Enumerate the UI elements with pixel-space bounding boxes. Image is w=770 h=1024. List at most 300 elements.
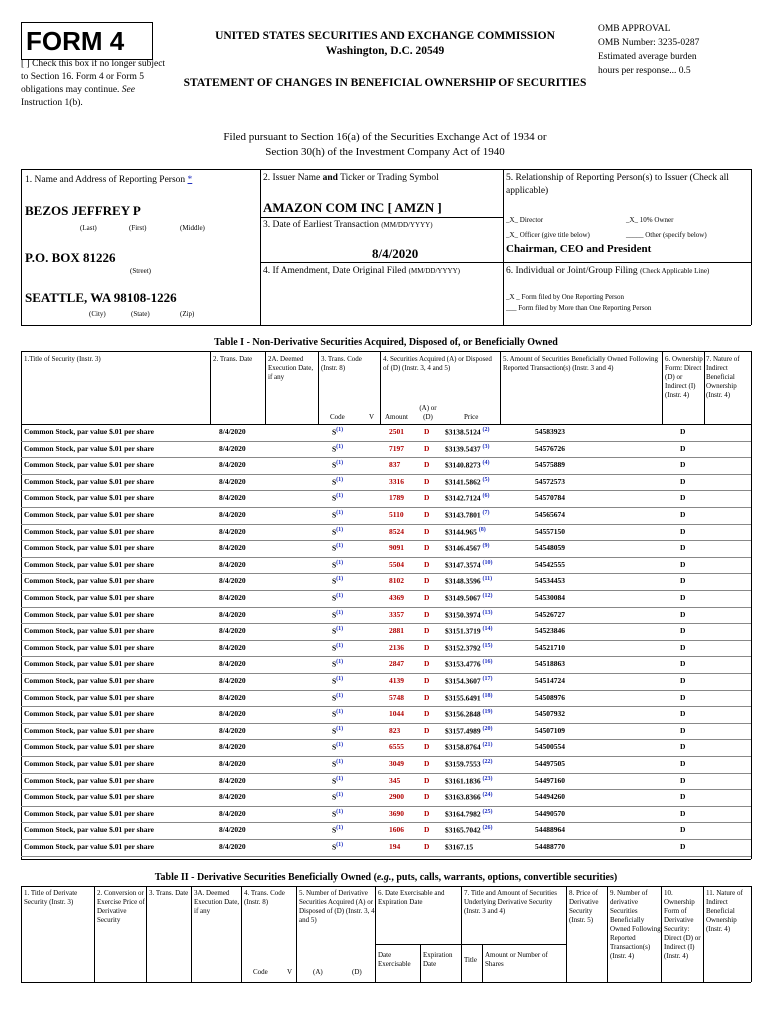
shares-owned: 54534453 [535, 576, 565, 586]
ownership-form: D [680, 626, 686, 636]
price-footnote-link[interactable]: (8) [478, 526, 486, 533]
shares-owned: 54514724 [535, 676, 565, 685]
city-label: (City) [89, 310, 106, 318]
security-title: Common Stock, par value $.01 per share [24, 842, 155, 851]
earliest-transaction-date: 8/4/2020 [372, 246, 419, 261]
price-footnote-link[interactable]: (20) [482, 725, 493, 732]
filed-pursuant: Filed pursuant to Section 16(a) of the Securities Exchange Act of 1934 or Section 30(h) of the Investment Company Act of 1940 [223, 131, 547, 158]
transaction-code: S$^{(1)}$ [332, 427, 344, 437]
more-reporting-person-check[interactable]: ___ Form filed by More than One Reporting Person [506, 304, 652, 312]
code-footnote-link[interactable]: (1) [336, 443, 344, 450]
box5-label: 5. Relationship of Reporting Person(s) to Issuer (Check all applicable) [506, 173, 729, 196]
table-row [21, 524, 751, 541]
share-amount: 4369 [389, 593, 404, 602]
security-title: Common Stock, par value $.01 per share [24, 742, 155, 752]
ownership-form: D [680, 460, 686, 470]
t2-sub-a: (A) [313, 968, 323, 976]
security-title: Common Stock, par value $.01 per share [24, 642, 155, 652]
code-footnote-link[interactable]: (1) [336, 526, 344, 533]
price-footnote-link[interactable]: (26) [482, 825, 493, 832]
shares-owned: 54583923 [535, 427, 565, 436]
share-price: $3139.5437 $^{(3)}$ [445, 443, 490, 454]
ownership-form: D [680, 659, 686, 669]
t2-h11: 11. Nature of Indirect Beneficial Ownership (Instr. 4) [706, 889, 743, 933]
shares-owned: 54542555 [535, 559, 565, 569]
security-title: Common Stock, par value $.01 per share [24, 559, 155, 569]
share-amount: 837 [389, 460, 401, 470]
share-amount: 9091 [389, 543, 404, 553]
share-price: $3157.4989 $^{(20)}$ [445, 725, 493, 736]
code-footnote-link[interactable]: (1) [336, 609, 344, 616]
security-title: Common Stock, par value $.01 per share [24, 792, 155, 802]
share-amount: 1606 [389, 825, 404, 835]
price-footnote-link[interactable]: (13) [482, 609, 493, 616]
acquired-disposed: D [424, 825, 430, 835]
share-price: $3148.3596 $^{(11)}$ [445, 576, 493, 586]
t1-h6: 6. Ownership Form: Direct (D) or Indirect (I) (Instr. 4) [665, 355, 703, 399]
transaction-date: 8/4/2020 [219, 842, 246, 851]
transaction-date: 8/4/2020 [219, 510, 246, 519]
street-address: P.O. BOX 81226 [25, 250, 116, 265]
security-title: Common Stock, par value $.01 per share [24, 460, 155, 470]
transaction-code: S$^{(1)}$ [332, 742, 344, 752]
t2-sub-exp: Expiration Date [423, 951, 453, 968]
security-title: Common Stock, par value $.01 per share [24, 427, 155, 436]
share-amount: 194 [389, 842, 401, 851]
acquired-disposed: D [424, 842, 430, 851]
t2-h1: 1. Title of Derivate Security (Instr. 3) [24, 889, 78, 906]
security-title: Common Stock, par value $.01 per share [24, 593, 155, 602]
code-footnote-link[interactable]: (1) [336, 759, 344, 765]
acquired-disposed: D [424, 609, 430, 619]
code-footnote-link[interactable]: (1) [336, 825, 344, 832]
table-row [21, 690, 751, 707]
table-row [21, 839, 751, 856]
table-row [21, 490, 751, 507]
price-footnote-link[interactable]: (25) [482, 808, 493, 815]
other-check[interactable]: _____ Other (specify below) [626, 231, 707, 239]
ownership-form: D [680, 476, 686, 486]
t2-h9: 9. Number of derivative Securities Beneficially Owned Following Reported Transaction(s) (Instr. 4) [610, 889, 661, 960]
ownership-form: D [680, 792, 686, 802]
security-title: Common Stock, par value $.01 per share [24, 659, 155, 669]
ownership-form: D [680, 808, 686, 818]
t2-sub-amount: Amount or Number of Shares [485, 951, 548, 968]
acquired-disposed: D [424, 443, 430, 453]
share-amount: 2847 [389, 659, 404, 669]
share-price: $3156.2848 $^{(19)}$ [445, 709, 493, 719]
ownership-form: D [680, 676, 686, 685]
transaction-code: S$^{(1)}$ [332, 476, 344, 487]
security-title: Common Stock, par value $.01 per share [24, 825, 155, 835]
shares-owned: 54576726 [535, 443, 565, 453]
omb-burden: Estimated average burden [598, 52, 697, 62]
share-amount: 8102 [389, 576, 404, 586]
ownership-form: D [680, 725, 686, 735]
transaction-date: 8/4/2020 [219, 559, 246, 569]
table-row [21, 723, 751, 740]
ownership-form: D [680, 825, 686, 835]
share-amount: 8524 [389, 526, 404, 536]
table-row [21, 474, 751, 491]
omb-hours: hours per response... 0.5 [598, 66, 691, 76]
ownership-form: D [680, 543, 686, 553]
share-price: $3164.7982 $^{(25)}$ [445, 808, 493, 819]
box3-label: 3. Date of Earliest Transaction (MM/DD/YYYY) [263, 220, 433, 230]
shares-owned: 54570784 [535, 493, 565, 503]
t2-h4: 4. Trans. Code (Instr. 8) [244, 889, 285, 906]
share-amount: 6555 [389, 742, 404, 752]
table-row [21, 457, 751, 474]
transaction-code: S$^{(1)}$ [332, 709, 344, 719]
transaction-date: 8/4/2020 [219, 427, 246, 436]
security-title: Common Stock, par value $.01 per share [24, 626, 155, 636]
code-footnote-link[interactable]: (1) [336, 808, 344, 815]
sec-title: UNITED STATES SECURITIES AND EXCHANGE COMMISSION [215, 30, 555, 42]
code-footnote-link[interactable]: (1) [336, 460, 344, 467]
row-divider [21, 856, 751, 857]
acquired-disposed: D [424, 709, 430, 719]
shares-owned: 54497505 [535, 759, 565, 768]
ownership-form: D [680, 559, 686, 569]
ownership-form: D [680, 510, 686, 519]
ownership-form: D [680, 593, 686, 602]
share-price: $3163.8366 $^{(24)}$ [445, 792, 493, 802]
transaction-date: 8/4/2020 [219, 759, 246, 768]
last-label: (Last) [80, 224, 97, 232]
price-footnote-link[interactable]: (19) [482, 709, 493, 716]
t2-sub-d: (D) [352, 968, 362, 976]
transaction-code: S$^{(1)}$ [332, 842, 344, 852]
price-footnote-link[interactable]: (24) [482, 792, 493, 799]
transaction-code: S$^{(1)}$ [332, 593, 344, 603]
price-footnote-link[interactable]: (21) [482, 742, 493, 749]
code-footnote-link[interactable]: (1) [336, 576, 344, 583]
security-title: Common Stock, par value $.01 per share [24, 493, 155, 503]
shares-owned: 54548059 [535, 543, 565, 553]
acquired-disposed: D [424, 526, 430, 536]
transaction-code: S$^{(1)}$ [332, 559, 344, 570]
transaction-date: 8/4/2020 [219, 725, 246, 735]
acquired-disposed: D [424, 593, 430, 602]
transaction-code: S$^{(1)}$ [332, 775, 344, 786]
shares-owned: 54521710 [535, 642, 565, 652]
ownership-form: D [680, 692, 686, 702]
transaction-date: 8/4/2020 [219, 825, 246, 835]
code-footnote-link[interactable]: (1) [336, 493, 344, 500]
share-price: $3147.3574 $^{(10)}$ [445, 559, 493, 570]
transaction-code: S$^{(1)}$ [332, 759, 344, 769]
price-footnote-link[interactable]: (10) [482, 559, 493, 566]
omb-approval-box [598, 22, 758, 78]
acquired-disposed: D [424, 493, 430, 503]
omb-number: OMB Number: 3235-0287 [598, 38, 700, 48]
ownership-form: D [680, 842, 686, 851]
share-price: $3143.7801 $^{(7)}$ [445, 510, 490, 520]
table-row [21, 739, 751, 756]
share-amount: 5504 [389, 559, 404, 569]
price-footnote-link[interactable]: (6) [482, 493, 490, 500]
t1-h5: 5. Amount of Securities Beneficially Owned Following Reported Transaction(s) (Instr. 3 and 4) [503, 355, 658, 372]
transaction-date: 8/4/2020 [219, 626, 246, 636]
table-row [21, 623, 751, 640]
price-footnote-link[interactable]: (18) [482, 692, 493, 699]
share-price: $3140.8273 $^{(4)}$ [445, 460, 490, 470]
security-title: Common Stock, par value $.01 per share [24, 676, 155, 685]
table1-title: Table I - Non-Derivative Securities Acquired, Disposed of, or Beneficially Owned [214, 337, 558, 348]
shares-owned: 54575889 [535, 460, 565, 470]
price-footnote-link[interactable]: (23) [482, 775, 493, 782]
t2-sub-date-ex: Date Exercisable [378, 951, 411, 968]
officer-check[interactable]: _X_ Officer (give title below) [506, 231, 590, 239]
one-reporting-person-check[interactable]: _X _ Form filed by One Reporting Person [506, 293, 625, 301]
table-row [21, 706, 751, 723]
transaction-code: S$^{(1)}$ [332, 825, 344, 835]
code-footnote-link[interactable]: (1) [336, 775, 344, 782]
ten-percent-owner-check[interactable]: _X_ 10% Owner [626, 216, 674, 224]
price-footnote-link[interactable]: (16) [482, 659, 493, 666]
transaction-code: S$^{(1)}$ [332, 460, 344, 470]
ownership-form: D [680, 443, 686, 453]
t2-h2: 2. Conversion or Exercise Price of Derivative Security [97, 889, 145, 924]
transaction-code: S$^{(1)}$ [332, 576, 344, 586]
acquired-disposed: D [424, 692, 430, 702]
table-row [21, 806, 751, 823]
security-title: Common Stock, par value $.01 per share [24, 692, 155, 702]
transaction-date: 8/4/2020 [219, 692, 246, 702]
table-row [21, 789, 751, 806]
transaction-code: S$^{(1)}$ [332, 526, 344, 537]
ownership-form: D [680, 427, 686, 436]
table-row [21, 590, 751, 607]
shares-owned: 54507109 [535, 725, 565, 735]
shares-owned: 54557150 [535, 526, 565, 536]
code-footnote-link[interactable]: (1) [336, 659, 344, 666]
security-title: Common Stock, par value $.01 per share [24, 510, 155, 519]
ownership-form: D [680, 742, 686, 752]
t2-sub-title: Title [464, 956, 477, 964]
state-label: (State) [131, 310, 150, 318]
price-footnote-link[interactable]: (5) [482, 476, 490, 483]
acquired-disposed: D [424, 775, 430, 785]
table-row [21, 756, 751, 773]
middle-label: (Middle) [180, 224, 205, 232]
transaction-date: 8/4/2020 [219, 593, 246, 602]
transaction-date: 8/4/2020 [219, 676, 246, 685]
table-row [21, 773, 751, 790]
acquired-disposed: D [424, 792, 430, 802]
acquired-disposed: D [424, 808, 430, 818]
price-footnote-link[interactable]: (2) [482, 427, 490, 433]
transaction-date: 8/4/2020 [219, 742, 246, 752]
acquired-disposed: D [424, 476, 430, 486]
t2-sub-v: V [287, 968, 293, 976]
t2-sub-code: Code [253, 968, 268, 976]
footnote-star[interactable]: * [187, 175, 193, 185]
security-title: Common Stock, par value $.01 per share [24, 543, 155, 553]
code-footnote-link[interactable]: (1) [336, 709, 344, 716]
code-footnote-link[interactable]: (1) [336, 626, 344, 633]
share-amount: 2881 [389, 626, 404, 636]
t2-h10: 10. Ownership Form of Derivative Security: Direct (D) or Indirect (I) (Instr. 4) [664, 889, 701, 960]
officer-title: Chairman, CEO and President [506, 243, 652, 255]
price-footnote-link[interactable]: (9) [482, 543, 490, 550]
t2-h6: 6. Date Exercisable and Expiration Date [378, 889, 445, 906]
security-title: Common Stock, par value $.01 per share [24, 725, 155, 735]
shares-owned: 54526727 [535, 609, 565, 619]
price-footnote-link[interactable]: (12) [482, 593, 493, 599]
price-footnote-link[interactable]: (7) [482, 510, 490, 516]
code-footnote-link[interactable]: (1) [336, 742, 344, 749]
shares-owned: 54565674 [535, 510, 565, 519]
no-longer-subject-checkbox[interactable]: [ ] Check this box if no longer subject to Section 16. Form 4 or Form 5 obligations may continue. See Instruction 1(b). [21, 59, 166, 108]
acquired-disposed: D [424, 642, 430, 652]
transaction-date: 8/4/2020 [219, 443, 246, 453]
transaction-code: S$^{(1)}$ [332, 725, 344, 736]
acquired-disposed: D [424, 759, 430, 768]
share-amount: 1044 [389, 709, 404, 719]
acquired-disposed: D [424, 427, 430, 436]
t1-sub-price: Price [464, 413, 479, 421]
transaction-date: 8/4/2020 [219, 775, 246, 785]
acquired-disposed: D [424, 460, 430, 470]
code-footnote-link[interactable]: (1) [336, 792, 344, 799]
t1-h2: 2. Trans. Date [213, 355, 253, 363]
price-footnote-link[interactable]: (15) [482, 642, 493, 649]
code-footnote-link[interactable]: (1) [336, 543, 344, 550]
price-footnote-link[interactable]: (17) [482, 676, 493, 682]
transaction-date: 8/4/2020 [219, 792, 246, 802]
t1-sub-amount: Amount [385, 413, 408, 421]
code-footnote-link[interactable]: (1) [336, 510, 344, 516]
security-title: Common Stock, par value $.01 per share [24, 476, 155, 486]
shares-owned: 54530084 [535, 593, 565, 602]
transaction-date: 8/4/2020 [219, 526, 246, 536]
shares-owned: 54507932 [535, 709, 565, 719]
share-price: $3151.3719 $^{(14)}$ [445, 626, 493, 636]
code-footnote-link[interactable]: (1) [336, 842, 344, 848]
t1-h7: 7. Nature of Indirect Beneficial Ownership (Instr. 4) [706, 355, 740, 399]
price-footnote-link[interactable]: (3) [482, 443, 490, 450]
share-price: $3149.5067 $^{(12)}$ [445, 593, 493, 603]
ownership-form: D [680, 709, 686, 719]
shares-owned: 54518863 [535, 659, 565, 669]
security-title: Common Stock, par value $.01 per share [24, 609, 155, 619]
issuer-name: AMAZON COM INC [ AMZN ] [263, 200, 442, 215]
price-footnote-link[interactable]: (4) [482, 460, 490, 467]
code-footnote-link[interactable]: (1) [336, 476, 344, 483]
price-footnote-link[interactable]: (22) [482, 759, 493, 765]
share-amount: 3357 [389, 609, 404, 619]
t1-h2a: 2A. Deemed Execution Date, if any [268, 355, 314, 381]
security-title: Common Stock, par value $.01 per share [24, 759, 155, 768]
share-price: $3144.965 $^{(8)}$ [445, 526, 486, 537]
code-footnote-link[interactable]: (1) [336, 593, 344, 599]
transaction-code: S$^{(1)}$ [332, 659, 344, 669]
security-title: Common Stock, par value $.01 per share [24, 808, 155, 818]
price-footnote-link[interactable]: (14) [482, 626, 493, 633]
table-row [21, 441, 751, 458]
ownership-form: D [680, 759, 686, 768]
security-title: Common Stock, par value $.01 per share [24, 709, 155, 719]
shares-owned: 54494260 [535, 792, 565, 802]
shares-owned: 54488770 [535, 842, 565, 851]
transaction-date: 8/4/2020 [219, 493, 246, 503]
transaction-date: 8/4/2020 [219, 709, 246, 719]
transaction-date: 8/4/2020 [219, 808, 246, 818]
reporting-person-name: BEZOS JEFFREY P [25, 203, 141, 218]
t2-h3a: 3A. Deemed Execution Date, if any [194, 889, 240, 915]
table-row [21, 822, 751, 839]
share-amount: 2136 [389, 642, 404, 652]
transaction-date: 8/4/2020 [219, 543, 246, 553]
t1-h1: 1.Title of Security (Instr. 3) [24, 355, 101, 363]
ownership-form: D [680, 609, 686, 619]
table-row [21, 540, 751, 557]
shares-owned: 54497160 [535, 775, 565, 785]
zip-label: (Zip) [180, 310, 195, 318]
security-title: Common Stock, par value $.01 per share [24, 443, 155, 453]
share-amount: 1789 [389, 493, 404, 503]
form-title: FORM 4 [26, 26, 125, 56]
share-price: $3167.15 [445, 842, 474, 852]
share-amount: 5110 [389, 510, 404, 519]
shares-owned: 54523846 [535, 626, 565, 636]
code-footnote-link[interactable]: (1) [336, 725, 344, 732]
security-title: Common Stock, par value $.01 per share [24, 576, 155, 586]
box2-label: 2. Issuer Name and Ticker or Trading Symbol [263, 173, 439, 183]
t1-h4: 4. Securities Acquired (A) or Disposed of (D) (Instr. 3, 4 and 5) [383, 355, 492, 372]
table-row [21, 557, 751, 574]
transaction-code: S$^{(1)}$ [332, 493, 344, 503]
table-row [21, 656, 751, 673]
acquired-disposed: D [424, 543, 430, 553]
omb-approval: OMB APPROVAL [598, 24, 671, 34]
table-row [21, 640, 751, 657]
code-footnote-link[interactable]: (1) [336, 642, 344, 649]
transaction-code: S$^{(1)}$ [332, 609, 344, 620]
transaction-date: 8/4/2020 [219, 476, 246, 486]
acquired-disposed: D [424, 659, 430, 669]
share-amount: 7197 [389, 443, 404, 453]
share-amount: 345 [389, 775, 401, 785]
code-footnote-link[interactable]: (1) [336, 427, 344, 433]
share-amount: 2501 [389, 427, 404, 436]
shares-owned: 54508976 [535, 692, 565, 702]
table-row [21, 573, 751, 590]
t2-h7: 7. Title and Amount of Securities Underlying Derivative Security (Instr. 3 and 4) [464, 889, 557, 915]
transaction-date: 8/4/2020 [219, 460, 246, 470]
director-check[interactable]: _X_ Director [506, 216, 544, 224]
price-footnote-link[interactable]: (11) [482, 576, 493, 583]
t1-sub-ad: (A) or (D) [419, 404, 437, 421]
t1-sub-code: Code [330, 413, 345, 421]
ownership-form: D [680, 493, 686, 503]
code-footnote-link[interactable]: (1) [336, 676, 344, 682]
ownership-form: D [680, 576, 686, 586]
share-amount: 823 [389, 725, 401, 735]
ownership-form: D [680, 642, 686, 652]
city-address: SEATTLE, WA 98108-1226 [25, 290, 177, 305]
transaction-date: 8/4/2020 [219, 609, 246, 619]
first-label: (First) [129, 224, 147, 232]
acquired-disposed: D [424, 725, 430, 735]
code-footnote-link[interactable]: (1) [336, 559, 344, 566]
code-footnote-link[interactable]: (1) [336, 692, 344, 699]
box1-label: 1. Name and Address of Reporting Person * [25, 175, 193, 185]
share-price: $3150.3974 $^{(13)}$ [445, 609, 493, 620]
share-price: $3161.1836 $^{(23)}$ [445, 775, 493, 786]
